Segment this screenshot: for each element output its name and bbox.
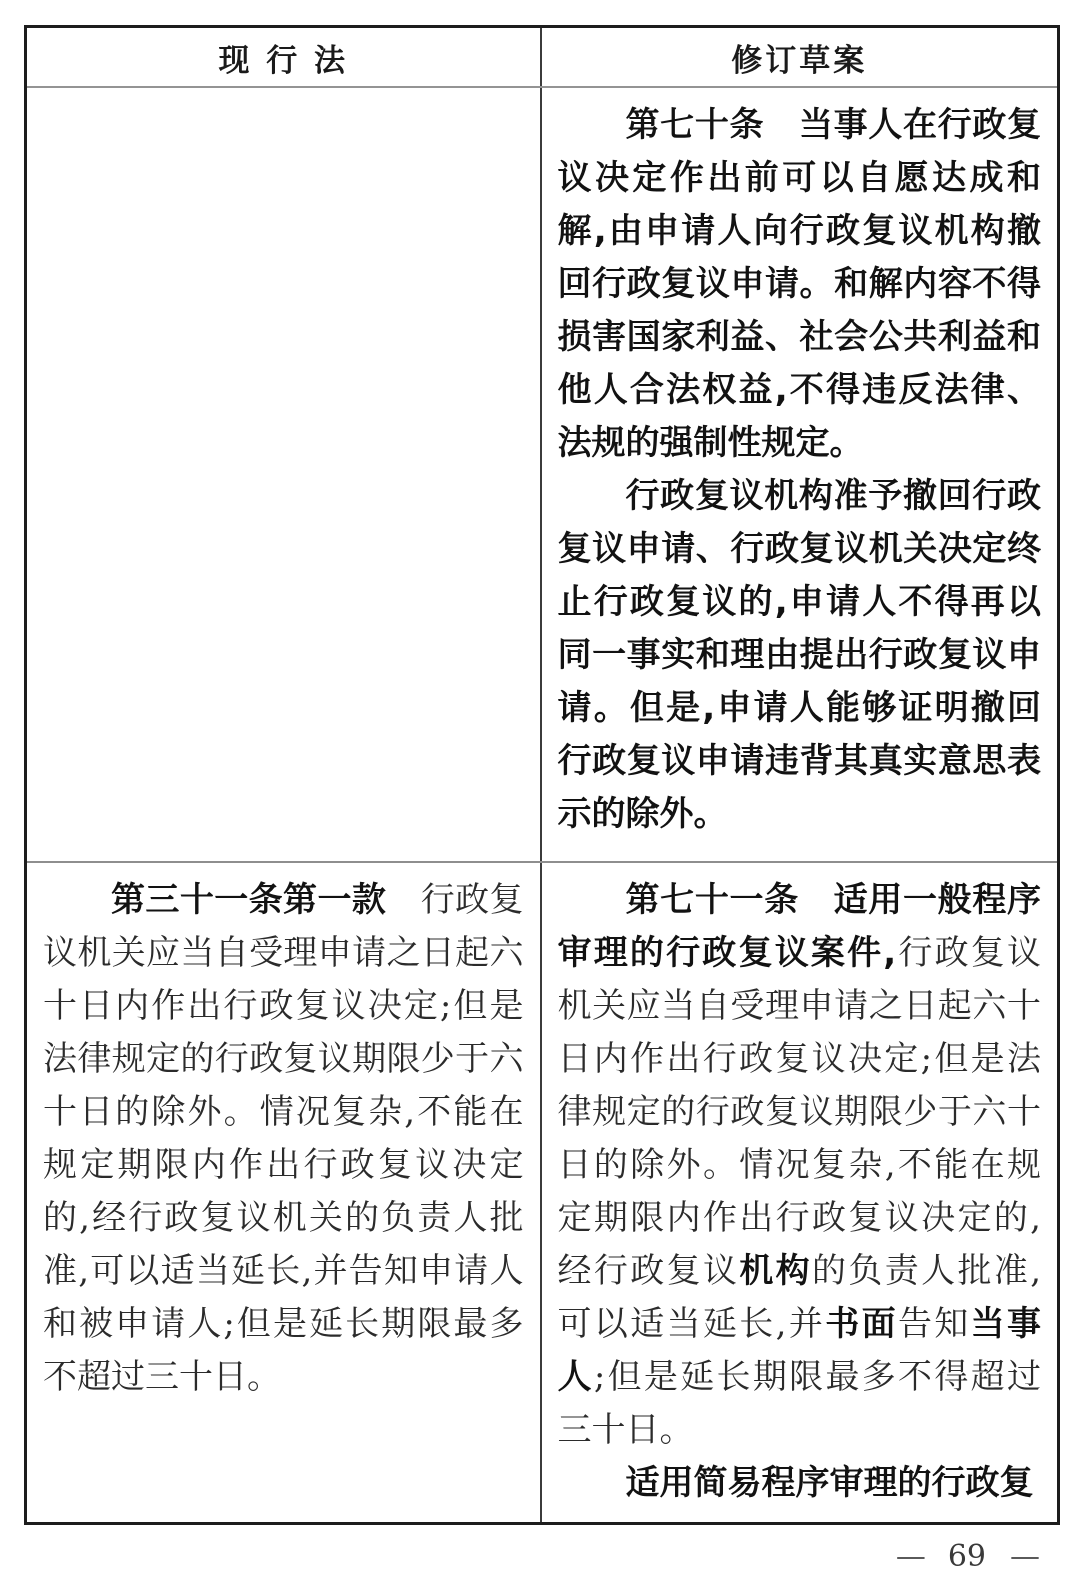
emphasized-text: 第七十一条 适用一般程序审理的行政复议案件, — [557, 880, 1041, 973]
paragraph — [558, 470, 1042, 841]
table-row — [26, 862, 1059, 1524]
body-text: 行政复议机关应当自受理申请之日起六十日内作出行政复议决定;但是法律规定的行政复议期限少于六十日的除外。情况复杂,不能在规定期限内作出行政复议决定的,经行政复议 — [557, 933, 1041, 1291]
header-revision-draft: 修订草案 — [541, 27, 1059, 88]
body-text: 的负责人批准,可以适当延长,并 — [557, 1251, 1042, 1344]
paragraph — [558, 99, 1042, 470]
table-row — [26, 87, 1059, 862]
body-text: ;但是延长期限最多不得超过三十日。 — [557, 1357, 1041, 1450]
cell-current-law — [26, 87, 541, 862]
cell-revision-draft — [541, 87, 1059, 862]
emphasized-text: 第三十一条第一款 — [111, 880, 421, 920]
cell-current-law — [26, 862, 541, 1524]
emphasized-text: 行政复议机构准予撤回行政复议申请、行政复议机关决定终止行政复议的,申请人不得再以同一事实和理由提出行政复议申请。但是,申请人能够证明撤回行政复议申请违背其真实意思表示的除外。 — [557, 476, 1041, 834]
emphasized-text: 机构 — [739, 1251, 813, 1291]
page-number — [896, 1539, 1038, 1574]
body-text: 告知 — [897, 1304, 971, 1344]
paragraph — [43, 874, 524, 1404]
body-text: 行政复议机关应当自受理申请之日起六十日内作出行政复议决定;但是法律规定的行政复议期限少于六十日的除外。情况复杂,不能在规定期限内作出行政复议决定的,经行政复议机关的负责人批准,可以适当延长,并告知申请人和被申请人;但是延长期限最多不超过三十日。 — [43, 880, 524, 1397]
emphasized-text: 第七十条 当事人在行政复议决定作出前可以自愿达成和解,由申请人向行政复议机构撤回行政复议申请。和解内容不得损害国家利益、社会公共利益和他人合法权益,不得违反法律、法规的强制性规定。 — [557, 105, 1041, 463]
page-number-left-dash: — — [895, 1539, 924, 1574]
cell-revision-draft — [541, 862, 1059, 1524]
header-current-law: 现 行 法 — [26, 27, 541, 88]
emphasized-text: 书面 — [825, 1304, 898, 1344]
paragraph — [558, 1457, 1042, 1510]
page-number-right-dash: — — [1010, 1539, 1038, 1574]
law-comparison-table — [24, 25, 1060, 1525]
emphasized-text: 适用简易程序审理的行政复 — [625, 1463, 1034, 1503]
emphasized-text: 当事人 — [557, 1304, 1042, 1397]
header-row — [26, 27, 1059, 88]
paragraph — [558, 874, 1042, 1457]
page-number-value: 69 — [947, 1539, 986, 1574]
